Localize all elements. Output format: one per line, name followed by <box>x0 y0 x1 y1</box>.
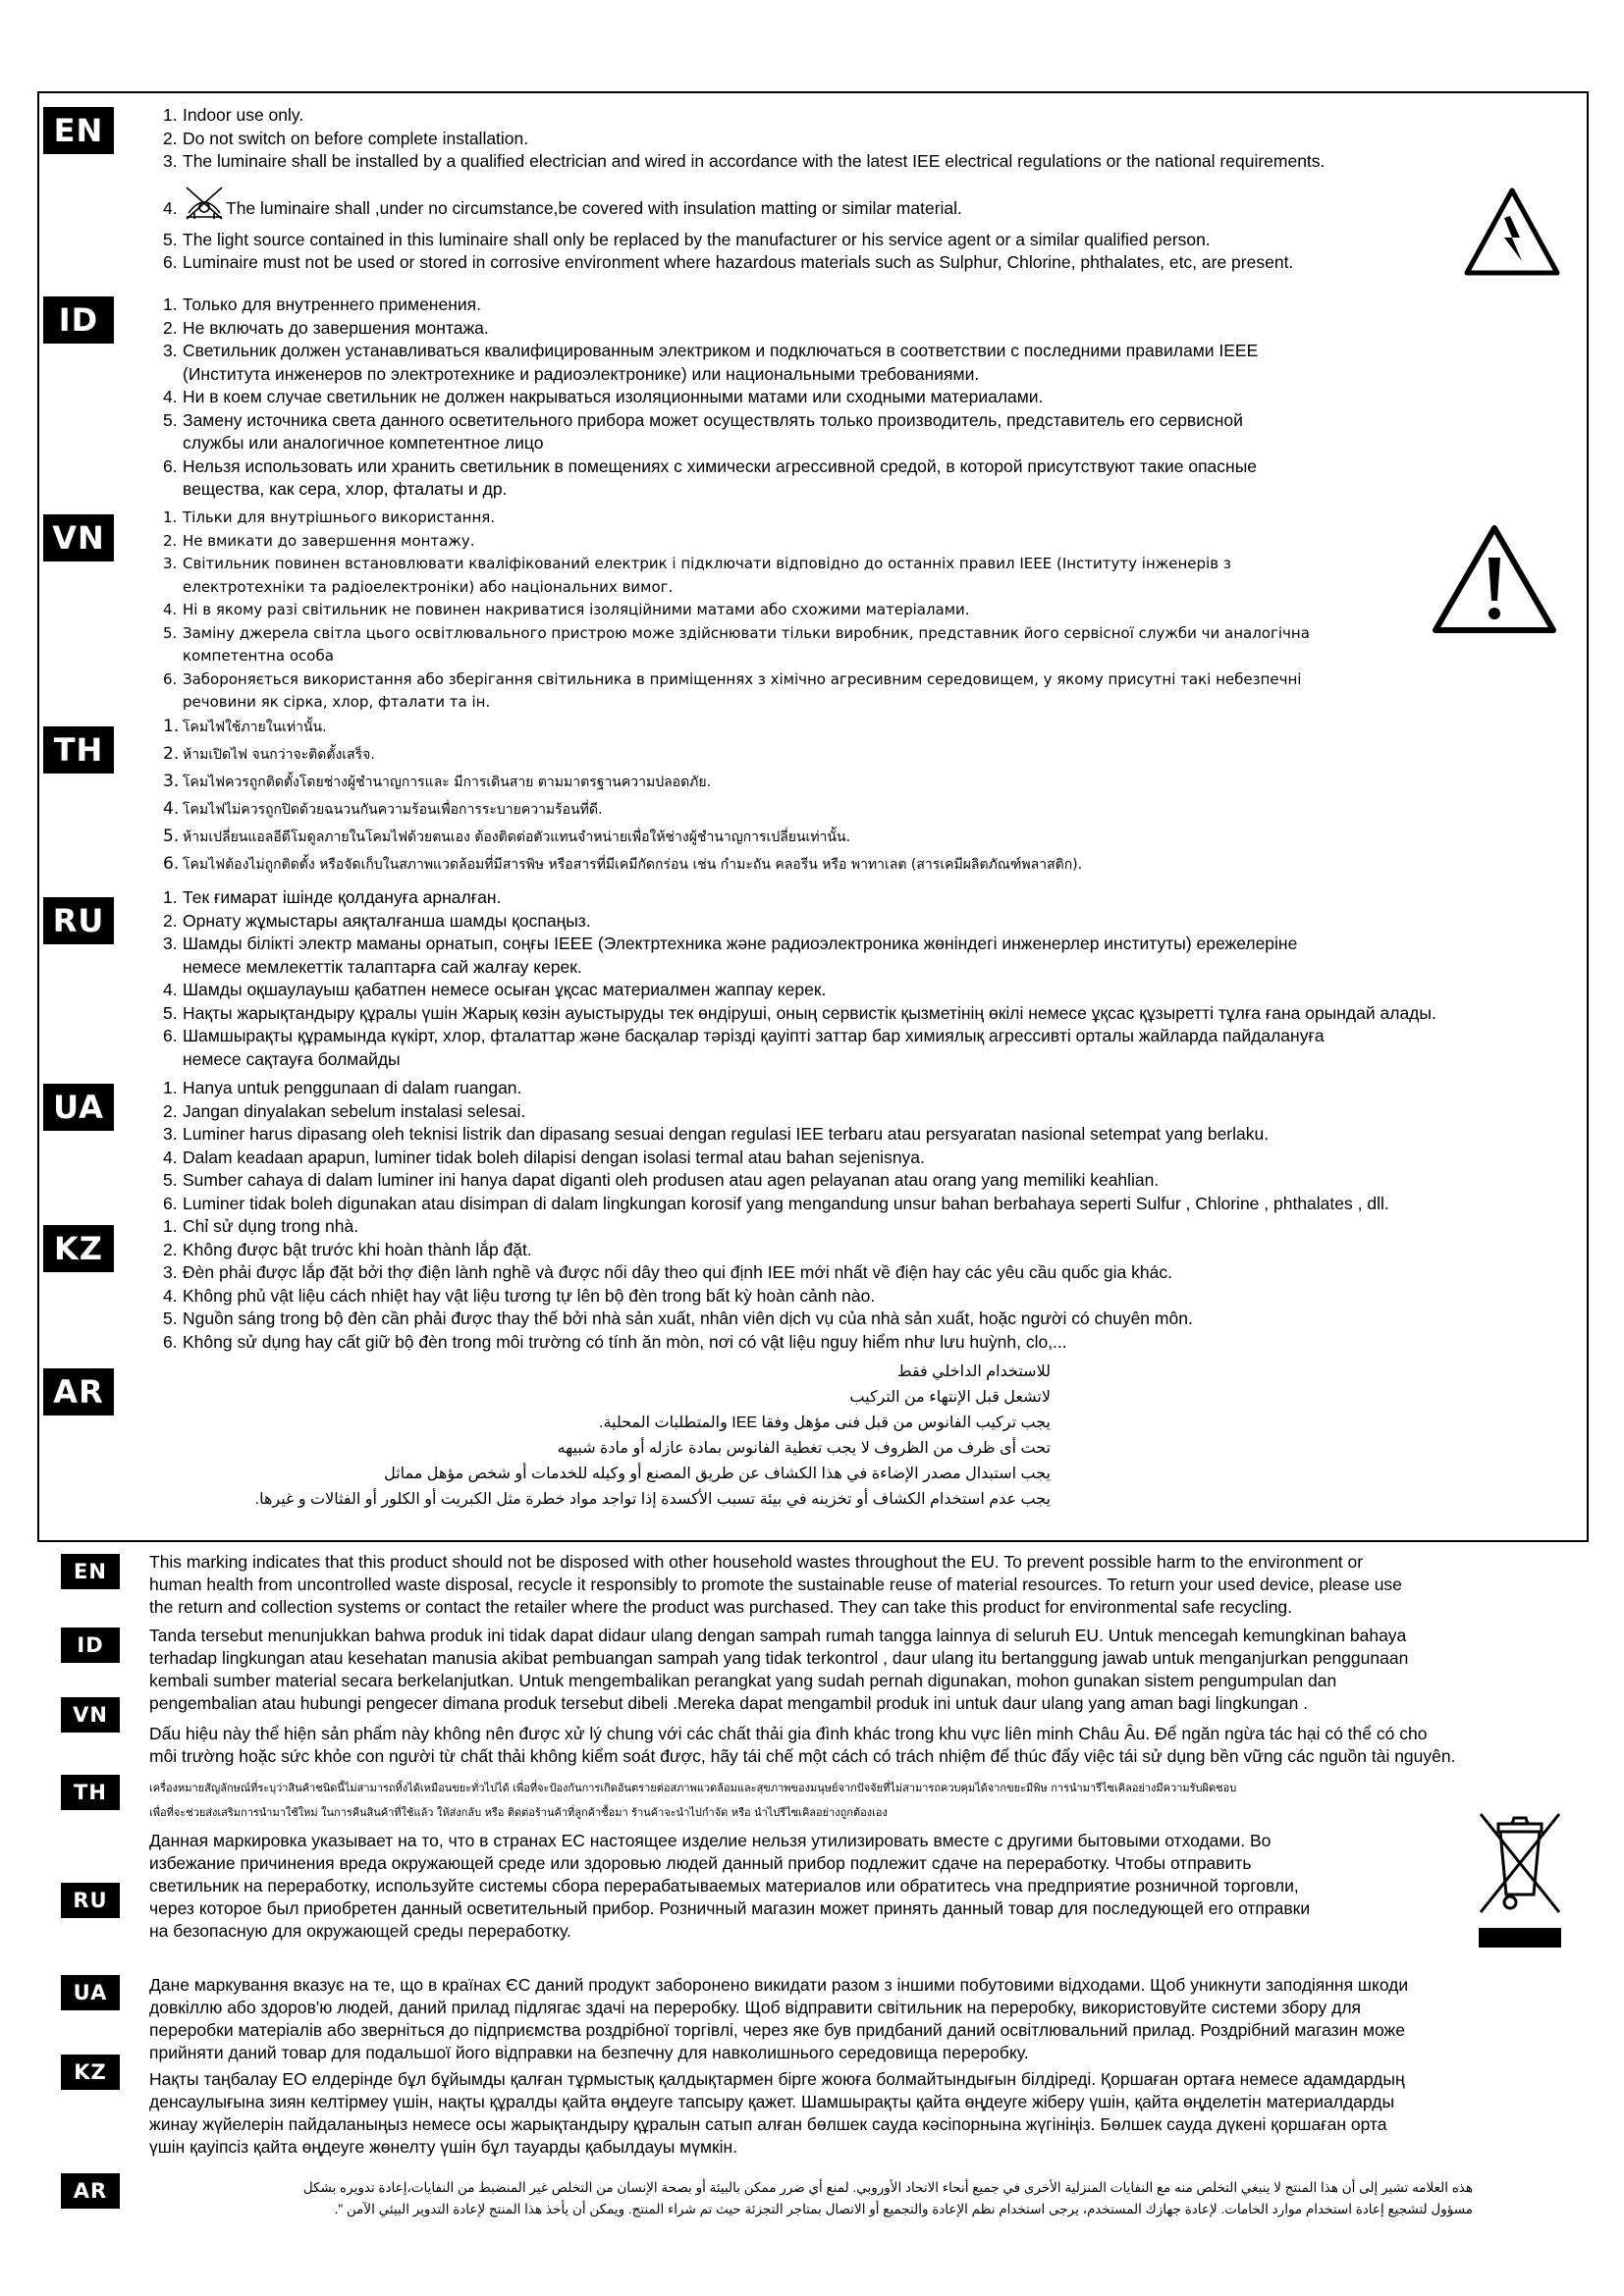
weee-badge-th: TH <box>61 1775 120 1810</box>
instructions-id <box>163 294 1582 502</box>
instruction-item: 2. Jangan dinyalakan sebelum instalasi selesai. <box>163 1100 526 1121</box>
instruction-item: 3. Đèn phải được lắp đặt bởi thợ điện lành nghề và được nối dây theo qui định IEE mới nhất về điện hay các yêu cầu quốc gia khác. <box>163 1262 1172 1282</box>
instructions-en <box>163 104 1582 275</box>
weee-badge-vn: VN <box>61 1697 120 1733</box>
instruction-item: يجب استبدال مصدر الإضاءة في هذا الكشاف عن طريق المصنع أو وكيله للخدمات أو شخص مؤهل مماثل <box>384 1466 1051 1482</box>
instruction-item: 4. Шамды оқшаулауыш қабатпен немесе осыған ұқсас материалмен жаппау керек. <box>163 980 827 999</box>
lang-badge-th: TH <box>43 726 114 774</box>
instruction-item: 2. Do not switch on before complete installation. <box>163 128 529 148</box>
instruction-item: 3. Светильник должен устанавливаться квалифицированным электриком и подключаться в соответствии с последними правилами IEEE (Института инженеров по электротехнике и радиоэлектронике) или национальными требованиями. <box>163 341 1259 384</box>
instruction-item: 6. Забороняється використання або зберігання світильника в приміщеннях з хімічно агресивним середовищем, у якому присутні такі небезпечні речовини як сірка, хлор, фталати та ін. <box>163 669 1302 711</box>
lang-badge-en: EN <box>43 107 114 154</box>
instruction-item: 1. โคมไฟใช้ภายในเท่านั้น. <box>163 717 327 736</box>
weee-text-id: Tanda tersebut menunjukkan bahwa produk ini tidak dapat didaur ulang dengan sampah rumah tangga lainnya di seluruh EU. Untuk mencegah kemungkinan bahaya terhadap lingkungan atau kesehatan manusia akibat pembuangan sampah yang tidak terkontrol , daur ulang itu bertanggung jawab untuk menganjurkan penggunaan kembali sumber material secara berkelanjutkan. Untuk mengembalikan perangkat yang sudah pernah digunakan, mohon gunakan sistem pengumpulan dan pengembalian atau hubungi pengecer dimana produk tersebut dibeli .Mereka dapat mengambil produk ini untuk daur ulang yang aman bagi lingkungan . <box>149 1626 1409 1713</box>
instruction-item: 5. Nguồn sáng trong bộ đèn cần phải được thay thế bởi nhà sản xuất, nhân viên dịch vụ của nhà sản xuất, hoặc người có chuyên môn. <box>163 1308 1193 1328</box>
instruction-item: 3. โคมไฟควรถูกติดตั้งโดยช่างผู้ชำนาญการและ มีการเดินสาย ตามมาตรฐานความปลอดภัย. <box>163 772 712 791</box>
lang-badge-kz: KZ <box>43 1225 114 1272</box>
lang-badge-ua: UA <box>43 1084 114 1131</box>
instruction-item: لاتشعل قبل الإنتهاء من التركيب <box>849 1389 1051 1406</box>
instruction-item: 1. Тільки для внутрішнього використання. <box>163 508 496 526</box>
instruction-item: 6. Шамшырақты құрамында күкірт, хлор, фталаттар және басқалар тәрізді қауіпті заттар бар химиялық агрессивті орталы жайларда пайдалануға немесе сақтауға болмайды <box>163 1026 1325 1069</box>
instruction-item: 1. Hanya untuk penggunaan di dalam ruangan. <box>163 1078 522 1097</box>
lang-badge-id: ID <box>43 296 114 344</box>
instruction-item: 4. โคมไฟไม่ควรถูกปิดด้วยฉนวนกันความร้อนเพื่อการระบายความร้อนที่ดี. <box>163 799 603 819</box>
instruction-item: 2. Не включать до завершения монтажа. <box>163 317 489 338</box>
instruction-item: يجب تركيب الفانوس من قبل فنى مؤهل وفقا IEE والمتطلبات المحلية. <box>599 1415 1051 1431</box>
instruction-item: 2. ห้ามเปิดไฟ จนกว่าจะติดตั้งเสร็จ. <box>163 744 375 764</box>
weee-text-kz: Нақты таңбалау ЕО елдерінде бұл бұйымды қалған тұрмыстық қалдықтармен бірге жоюға болмайтындығын білдіреді. Қоршаған ортаға немесе адамдардың денсаулығына зиян келтірмеу үшін, нақты құралды қайта өңдеуге тапсыру қажет. Шамшырақты қайта өңдеуге жіберу үшін, қайта өңделетін материалдарды жинау жүйелерін пайдаланыңыз немесе осы жарықтандыру құралын сатып алған бөлшек сауда кәсіпорнына жүгініңіз. Бөлшек сауда дүкені қоршаған орта үшін қауіпсіз қайта өңдеуге жөнелту үшін бұл тауарды қабылдауы мүмкін. <box>149 2069 1405 2157</box>
instruction-item: للاستخدام الداخلي فقط <box>896 1363 1051 1380</box>
lang-badge-ar: AR <box>43 1368 114 1415</box>
instruction-item: تحت أى ظرف من الظروف لا يجب تغطية الفانوس بمادة عازله أو مادة شبيهه <box>557 1440 1051 1457</box>
instruction-item: 1. Indoor use only. <box>163 105 304 125</box>
instruction-item: 3. Шамды білікті электр маманы орнатып, соңғы IEEE (Электртехника және радиоэлектроника жөніндегі инженерлер институты) ережелеріне немесе мемлекеттік талаптарға сай жалғау керек. <box>163 934 1298 977</box>
instruction-item: 1. Chỉ sử dụng trong nhà. <box>163 1216 359 1236</box>
instruction-item: يجب عدم استخدام الكشاف أو تخزينه في بيئة تسبب الأكسدة إذا تواجد مواد خطرة مثل الكبريت أو الكلور أو الفثالات و غيرها. <box>254 1491 1051 1508</box>
instructions-ua <box>163 1077 1582 1215</box>
instruction-item: 6. Luminaire must not be used or stored in corrosive environment where hazardous materials such as Sulphur, Chlorine, phthalates, etc, are present. <box>163 252 1294 272</box>
instruction-item: 2. Không được bật trước khi hoàn thành lắp đặt. <box>163 1239 532 1259</box>
instruction-item: 5. Заміну джерела світла цього освітлювального пристрою може здійснювати тільки виробник, представник його сервісної служби чи аналогічна компетентна особа <box>163 623 1310 665</box>
lang-badge-ru: RU <box>43 897 114 944</box>
weee-badge-kz: KZ <box>61 2055 120 2090</box>
instruction-item: 3. Світильник повинен встановлювати кваліфікований електрик і підключати відповідно до останніх правил IEEE (Інституту інженерів з електротехніки та радіоелектроніки) або національних вимог. <box>163 555 1231 596</box>
lang-badge-vn: VN <box>43 514 114 561</box>
instruction-item: 2. Не вмикати до завершення монтажу. <box>163 531 475 550</box>
weee-badge-en: EN <box>61 1554 120 1589</box>
instructions-kz <box>163 1215 1582 1354</box>
instruction-item: 3. The luminaire shall be installed by a qualified electrician and wired in accordance with the latest IEE electrical regulations or the national requirements. <box>163 151 1326 171</box>
instructions-vn <box>163 507 1582 715</box>
instructions-ru <box>163 886 1582 1071</box>
instruction-item: 6. โคมไฟต้องไม่ถูกติดตั้ง หรือจัดเก็บในสภาพแวดล้อมที่มีสารพิษ หรือสารที่มีเคมีกัดกร่อน เช่น กำมะถัน คลอรีน หรือ พาทาเลต (สารเคมีผลิตภัณฑ์พลาสติก). <box>163 854 1083 874</box>
no-insulation-cover-icon <box>183 184 226 236</box>
instructions-th <box>163 714 1582 879</box>
instruction-item: 4. The luminaire shall ,under no circumstance,be covered with insulation matting or similar material. <box>163 184 1582 221</box>
weee-text-en: This marking indicates that this product should not be disposed with other household wastes throughout the EU. To prevent possible harm to the environment or human health from uncontrolled waste disposal, recycle it responsibly to promote the sustainable reuse of material resources. To return your used device, please use the return and collection systems or contact the retailer where the product was purchased. They can take this product for environmental safe recycling. <box>149 1552 1402 1617</box>
weee-badge-ar: AR <box>61 2173 120 2209</box>
instructions-ar <box>216 1360 1051 1513</box>
general-caution-warning-icon <box>1430 522 1559 641</box>
instruction-item: 4. Không phủ vật liệu cách nhiệt hay vật liệu tương tự lên bộ đèn trong bất kỳ hoàn cảnh nào. <box>163 1285 876 1306</box>
instruction-item: 6. Нельзя использовать или хранить светильник в помещениях с химически агрессивной средой, в которой присутствуют такие опасные вещества, как сера, хлор, фталаты и др. <box>163 455 1258 499</box>
weee-badge-ru: RU <box>61 1883 120 1918</box>
electric-shock-warning-icon <box>1463 187 1561 282</box>
instruction-item: 4. Ні в якому разі світильник не повинен накриватися ізоляційними матами або схожими матеріалами. <box>163 601 970 618</box>
instruction-item: 6. Luminer tidak boleh digunakan atau disimpan di dalam lingkungan korosif yang mengandung unsur bahan berbahaya seperti Sulfur , Chlorine , phthalates , dll. <box>163 1193 1389 1213</box>
instruction-item: 6. Không sử dụng hay cất giữ bộ đèn trong môi trường có tính ăn mòn, nơi có vật liệu nguy hiểm như lưu huỳnh, clo,... <box>163 1331 1067 1352</box>
weee-text-vn: Dấu hiệu này thể hiện sản phẩm này không nên được xử lý chung với các chất thải gia đình khác trong khu vực liên minh Châu Âu. Để ngăn ngừa tác hại có thể có cho môi trường hoặc sức khỏe con người từ chất thải không kiểm soát được, hãy tái chế một cách có trách nhiệm để thúc đẩy việc tái sử dụng bền vững các nguồn tài nguyên. <box>149 1724 1456 1766</box>
weee-badge-id: ID <box>61 1628 120 1663</box>
instruction-item: 2. Орнату жұмыстары аяқталғанша шамды қоспаңыз. <box>163 910 591 931</box>
weee-badge-ua: UA <box>61 1975 120 2010</box>
instruction-item: 1. Тек ғимарат ішінде қолдануға арналған. <box>163 887 502 907</box>
instruction-item: 5. ห้ามเปลี่ยนแอลอีดีโมดูลภายในโคมไฟด้วยตนเอง ต้องติดต่อตัวแทนจำหน่ายเพื่อให้ช่างผู้ชำนาญการเปลี่ยนเท่านั้น. <box>163 827 851 846</box>
instruction-item: 5. Замену источника света данного осветительного прибора может осуществлять только производитель, представитель его сервисной службы или аналогичное компетентное лицо <box>163 409 1243 453</box>
instruction-item: 4. Ни в коем случае светильник не должен накрываться изоляционными матами или сходными материалами. <box>163 387 1044 406</box>
instruction-item: 5. Нақты жарықтандыру құралы үшін Жарық көзін ауыстыруды тек өндіруші, оның сервистік қызметінің өкілі немесе ұқсас құзыретті тұлға ғана орындай алады. <box>163 1002 1436 1023</box>
weee-text-th: เครื่องหมายสัญลักษณ์ที่ระบุว่าสินค้าชนิดนี้ไม่สามารถทิ้งได้เหมือนขยะทั่วไปได้ เพื่อที่จะป้องกันการเกิดอันตรายต่อสภาพแวดล้อมและสุขภาพของมนุษย์จากปัจจัยที่ไม่สามารถควบคุมได้จากขยะมีพิษ การนำมารีไซเคิลอย่างมีความรับผิดชอบ เพื่อที่จะช่วยส่งเสริมการนำมาใช้ใหม่ ในการคืนสินค้าที่ใช้แล้ว ให้ส่งกลับ หรือ ติดต่อร้านค้าที่ลูกค้าซื้อมา ร้านค้าจะนำไปกำจัด หรือ นำไปรีไซเคิลอย่างถูกต้องเอง <box>149 1782 1237 1819</box>
instruction-item: 1. Только для внутреннего применения. <box>163 294 481 314</box>
weee-text-ua: Дане маркування вказує на те, що в країнах ЄС даний продукт заборонено викидати разом з іншими побутовими відходами. Щоб уникнути заподіяння шкоди довкіллю або здоров'ю людей, даний прилад підлягає здачі на переробку. Щоб відправити світильник на переробку, використовуйте системи збору для переробки матеріалів або зверніться до підприємства роздрібної торгівлі, через яке був придбаний даний освітлювальний прилад. Роздрібний магазин може прийняти даний товар для подальшої його відправки на безпечну для навколишнього середовища переробку. <box>149 1975 1409 2062</box>
instruction-item: 3. Luminer harus dipasang oleh teknisi listrik dan dipasang sesuai dengan regulasi IEE terbaru atau persyaratan nasional setempat yang berlaku. <box>163 1124 1270 1144</box>
crossed-out-wheelie-bin-icon <box>1473 1804 1567 1956</box>
instruction-item: 5. The light source contained in this luminaire shall only be replaced by the manufacturer or his service agent or a similar qualified person. <box>163 229 1211 249</box>
instruction-item: 4. Dalam keadaan apapun, luminer tidak boleh dilapisi dengan isolasi termal atau bahan sejenisnya. <box>163 1147 925 1167</box>
instruction-item: 5. Sumber cahaya di dalam luminer ini hanya dapat diganti oleh produsen atau agen pelayanan atau orang yang memiliki keahlian. <box>163 1170 1160 1190</box>
weee-text-ru: Данная маркировка указывает на то, что в странах ЕС настоящее изделие нельзя утилизировать вместе с другими бытовыми отходами. Во избежание причинения вреда окружающей среде или здоровью людей данный прибор подлежит сдаче на переработку. Чтобы отправить светильник на переработку, используйте системы сбора перерабатываемых материалов или обратитесь vна предприятие розничной торговли, через которое был приобретен данный осветительный прибор. Розничный магазин может принять данный товар для последующей его отправки на безопасную для окружающей среды переработку. <box>149 1831 1311 1941</box>
weee-text-ar: هذه العلامه تشير إلى أن هذا المنتج لا ينبغي التخلص منه مع النفايات المنزلية الأخرى في جميع أنحاء الاتحاد الأوروبي. لمنع أي ضرر ممكن بالبيئة أو بصحة الإنسان من التخلص غير المنضبط من النفايات،إعادة تدويره بشكل مسؤول لتشجيع إعادة استخدام موارد الخامات. لإعادة جهازك المستخدم، يرجى استخدام نظم الإعادة والتجميع أو الاتصال بمتاجر التجزئة حيث تم شراء المنتج. ويمكن أن يأخذ هذا المنتج لإعادة التدوير البيئي الآمن ". <box>302 2180 1473 2216</box>
